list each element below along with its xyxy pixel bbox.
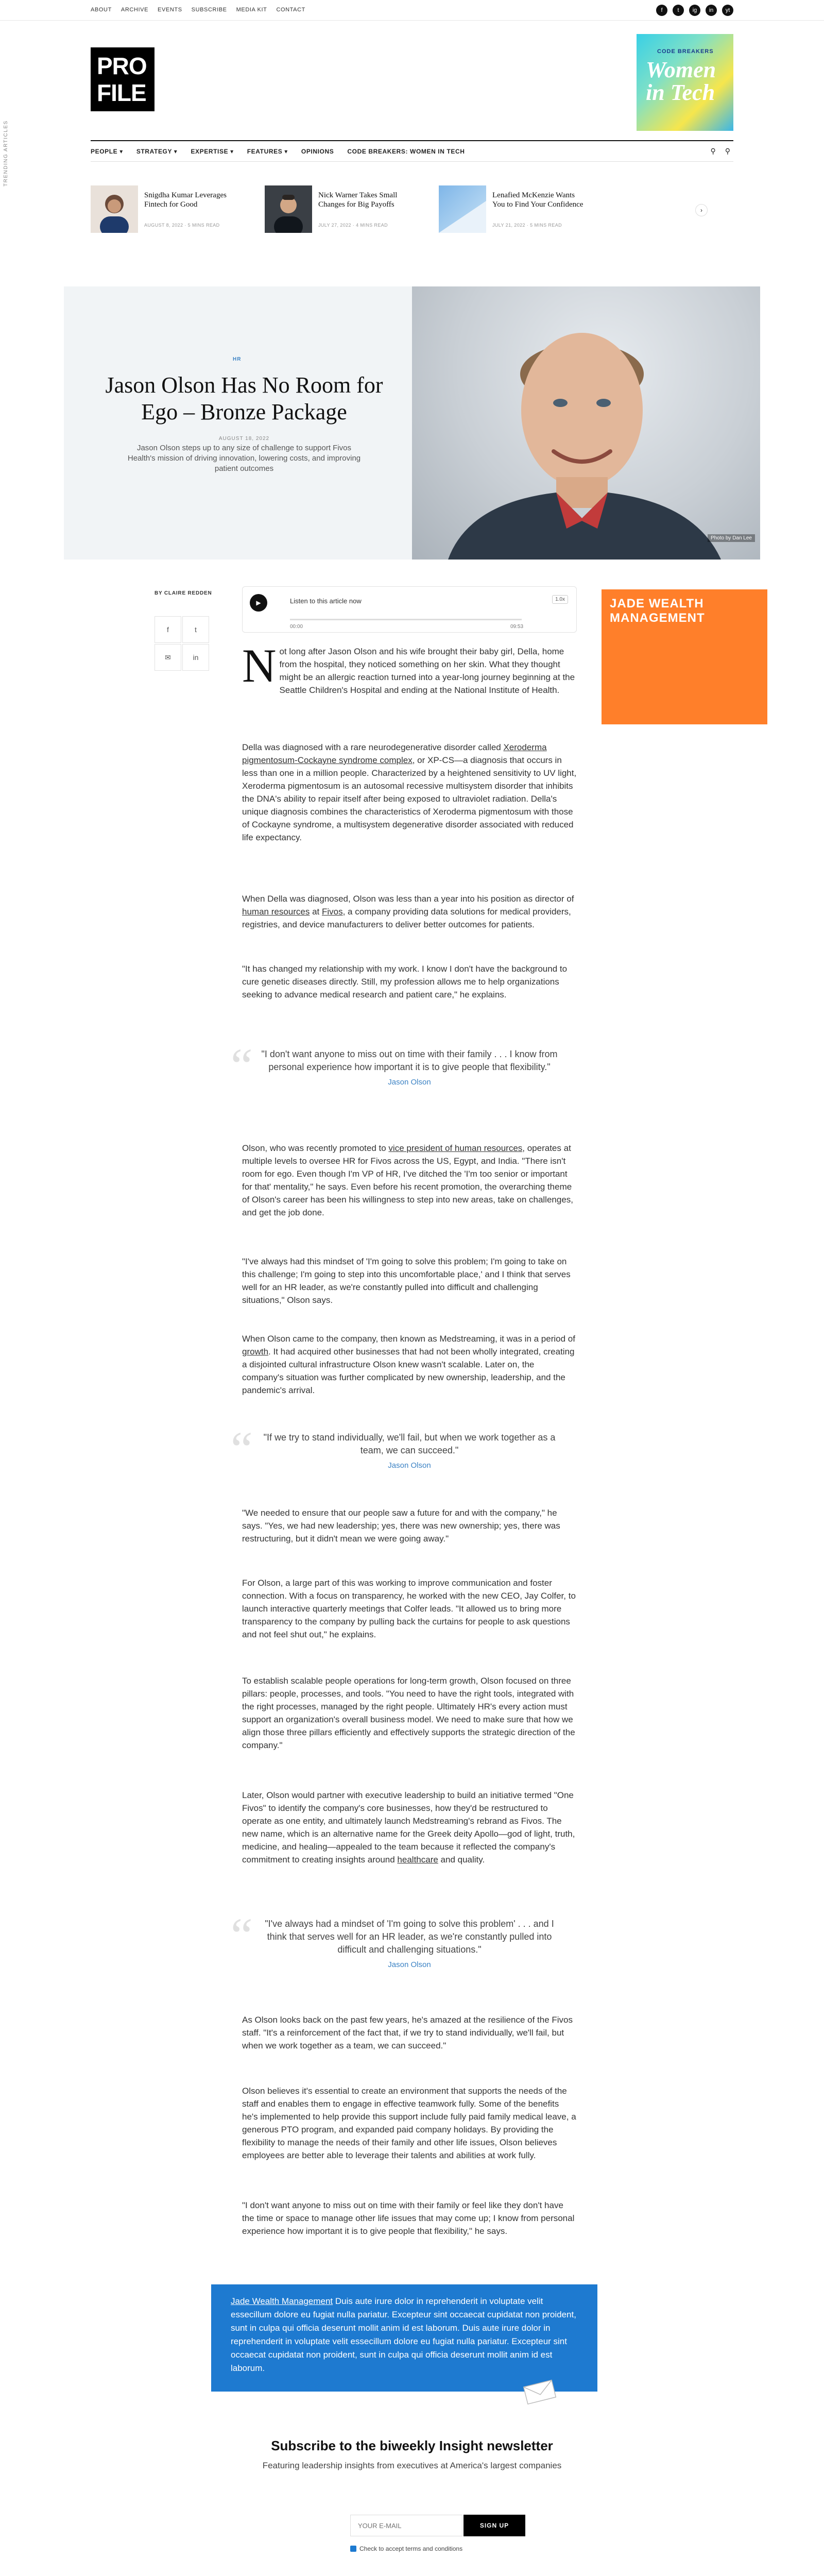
- header-ad[interactable]: [637, 34, 733, 131]
- nav-item-code-breakers[interactable]: CODE BREAKERS: WOMEN IN TECH: [347, 148, 465, 155]
- article-paragraph: [242, 639, 577, 697]
- drop-cap: N: [242, 639, 277, 692]
- trending-thumb: [265, 185, 312, 233]
- play-button[interactable]: [250, 594, 267, 612]
- article-paragraph: To establish scalable people operations for long-term growth, Olson focused on three pillars: people, processes, and tools. "You need to have the right tools, integrated with the right processes, managed by the right people. Ultimately HR's every action must support an organization's overall business model. We need to make sure that how we align those three pillars efficiently and effectively supports the strategic direction of the company.": [242, 1676, 575, 1750]
- trending-card[interactable]: [91, 185, 245, 237]
- email-icon: ✉: [165, 653, 171, 662]
- article-paragraph: [242, 1332, 577, 1397]
- audio-current-time: 00:00: [290, 624, 303, 630]
- audio-progress-bar[interactable]: [290, 619, 522, 620]
- pull-quote-author: Jason Olson: [388, 1078, 431, 1087]
- paragraph-text: at: [310, 907, 322, 917]
- sidebar-ad-line-1: JADE WEALTH: [610, 597, 704, 611]
- utility-link-events[interactable]: EVENTS: [158, 7, 182, 13]
- main-nav: [91, 140, 733, 162]
- pull-quote: [231, 1908, 577, 1969]
- terms-checkbox[interactable]: [350, 2545, 462, 2552]
- checkbox-checked-icon[interactable]: [350, 2546, 356, 2552]
- nav-item-features[interactable]: FEATURES ▾: [247, 148, 288, 155]
- instagram-icon[interactable]: ig: [689, 5, 700, 16]
- article-paragraph: [242, 1789, 577, 1866]
- article-paragraph: For Olson, a large part of this was working to improve communication and foster connection. With a focus on transparency, he worked with the new CEO, Jay Colfer, to launch interactive quarterly meetings that Colfer leads. "It allowed us to bring more transparency to the company by pulling back the curtains for people to ask questions and not feel shut out," he explains.: [242, 1578, 576, 1639]
- trending-next-button[interactable]: [695, 204, 708, 216]
- trending-card[interactable]: [265, 185, 419, 237]
- sponsored-box: [211, 2284, 597, 2392]
- share-facebook-button[interactable]: [154, 616, 181, 643]
- article-paragraph: "We needed to ensure that our people saw a future for and with the company," he says. "Yes, we had new leadership; yes, there was new ownership; yes, there was restructuring, but it didn't mean we were going away.": [242, 1508, 560, 1544]
- trending-meta: JULY 21, 2022 · 5 MINS READ: [492, 223, 562, 228]
- paragraph-text: Olson, who was recently promoted to: [242, 1143, 389, 1153]
- paragraph-text: Later, Olson would partner with executive leadership to build an initiative termed "One Fivos" to identify the company's core businesses, how they'd be restructured to operate as one entity, and ultimately launch Medstreaming's rebrand as Fivos. The new name, which is an alternative name for the Greek deity Apollo—god of light, truth, medicine, and healing—appealed to the team because it reflected the company's commitment to creating insights around: [242, 1790, 575, 1865]
- sidebar-ad[interactable]: [602, 589, 767, 724]
- newsletter-title: Subscribe to the biweekly Insight newsletter: [271, 2438, 553, 2453]
- trending-meta: JULY 27, 2022 · 4 MINS READ: [318, 223, 388, 228]
- newsletter-email-input[interactable]: [350, 2515, 462, 2536]
- paragraph-text: When Olson came to the company, then known as Medstreaming, it was in a period of: [242, 1334, 575, 1344]
- article-paragraph: "It has changed my relationship with my work. I know I don't have the background to cure genetic diseases directly. Still, my profession allows me to help organizations seeking to advance medical research and patient care," he explains.: [242, 964, 568, 999]
- article-paragraph-text: ot long after Jason Olson and his wife brought their baby girl, Della, home from the hospital, they noticed something on her skin. What they thought might be an allergic reaction turned into a year-long journey beginning at the Seattle Children's Hospital and ending at the National Institute of Health.: [279, 647, 575, 695]
- trending-title: Lenafied McKenzie Wants You to Find Your Confidence: [492, 191, 583, 209]
- terms-label: Check to accept terms and conditions: [359, 2545, 463, 2552]
- share-linkedin-button[interactable]: [182, 644, 209, 671]
- pull-quote-author: Jason Olson: [388, 1461, 431, 1470]
- paragraph-text: , operates at multiple levels to oversee HR for Fivos across the US, Egypt, and India. "There isn't room for ego. Even though I'm VP of HR, I've ditched the 'I'm too senior or important for that' mentality," he says. Even before his recent promotion, the overarching theme of Olson's career has been his willingness to step into new areas, take on challenges, and get the job done.: [242, 1143, 574, 1217]
- newsletter-subtitle: Featuring leadership insights from executives at America's largest companies: [262, 2461, 562, 2470]
- linkedin-icon: in: [193, 653, 199, 662]
- utility-link-contact[interactable]: CONTACT: [276, 7, 305, 13]
- utility-nav: [91, 7, 305, 13]
- inline-link[interactable]: healthcare: [397, 1855, 438, 1865]
- share-email-button[interactable]: [154, 644, 181, 671]
- logo-line-2: FILE: [97, 79, 146, 106]
- facebook-icon[interactable]: f: [656, 5, 667, 16]
- inline-link[interactable]: human resources: [242, 907, 310, 917]
- youtube-icon[interactable]: yt: [722, 5, 733, 16]
- location-icon[interactable]: ⚲: [710, 147, 716, 155]
- logo-line-1: PRO: [97, 53, 147, 79]
- hero-photo: [412, 286, 760, 560]
- pull-quote: [231, 1038, 577, 1093]
- chevron-right-icon: ›: [700, 207, 702, 214]
- article-category[interactable]: HR: [233, 357, 242, 362]
- article-dek: Jason Olson steps up to any size of challenge to support Fivos Health's mission of driving innovation, lowering costs, and improving patient outcomes: [127, 444, 361, 473]
- inline-link[interactable]: Fivos: [321, 907, 343, 917]
- header-ad-kicker: CODE BREAKERS: [657, 48, 714, 55]
- trending-thumb: [439, 185, 486, 233]
- article-paragraph: [242, 1142, 577, 1219]
- sidebar-ad-text: [610, 597, 705, 625]
- header-ad-headline: Women in Tech: [646, 57, 716, 105]
- paragraph-text: , a company providing data solutions for medical providers, registries, and device manufacturers to deliver better outcomes for patients.: [242, 907, 571, 929]
- article-paragraph: [242, 741, 577, 844]
- share-twitter-button[interactable]: [182, 616, 209, 643]
- nav-item-opinions[interactable]: OPINIONS: [301, 148, 334, 155]
- linkedin-icon[interactable]: in: [706, 5, 717, 16]
- nav-item-people[interactable]: PEOPLE ▾: [91, 148, 123, 155]
- article-paragraph: [242, 892, 577, 931]
- inline-link[interactable]: growth: [242, 1347, 269, 1357]
- utility-link-about[interactable]: ABOUT: [91, 7, 112, 13]
- quote-mark-icon: “: [231, 1908, 253, 1963]
- article-paragraph: Olson believes it's essential to create an environment that supports the needs of the staff and enables them to engage in effective teamwork fully. Some of the benefits he's implemented to help provide this support include fully paid family medical leave, a generous PTO program, and expanded paid company holidays. By providing the flexibility to manage the needs of their family and other life issues, Olson believes employees are better able to leverage their talents and abilities at work fully.: [242, 2086, 576, 2160]
- play-icon: ▶: [256, 599, 261, 606]
- trending-title: Snigdha Kumar Leverages Fintech for Good: [144, 191, 227, 209]
- pull-quote-text: "If we try to stand individually, we'll fail, but when we work together as a team, we can succeed.": [263, 1432, 556, 1455]
- paragraph-text: Della was diagnosed with a rare neurodegenerative disorder called: [242, 742, 504, 752]
- pull-quote-text: "I've always had a mindset of 'I'm going to solve this problem' . . . and I think that serves well for an HR leader, as we're constantly pulled into difficult and challenging situations.": [265, 1919, 554, 1955]
- newsletter-signup-button[interactable]: SIGN UP: [464, 2515, 525, 2536]
- audio-duration: 09:53: [510, 624, 524, 630]
- pull-quote-author: Jason Olson: [388, 1960, 431, 1969]
- pull-quote-text: "I don't want anyone to miss out on time with their family . . . I know from personal experience how important it is to give people that flexibility.": [261, 1049, 558, 1072]
- article-paragraph: "I don't want anyone to miss out on time with their family or feel like they don't have the time or space to manage other life issues that may come up; I know from personal experience how important it is to give people that flexibility," he says.: [242, 2200, 575, 2236]
- article-paragraph: "I've always had this mindset of 'I'm going to solve this problem; I'm going to take on this challenge; I'm going to step into this uncomfortable place,' and I think that serves well for an HR leader, as we're constantly pulled into difficult and challenging situations," Olson says.: [242, 1257, 571, 1305]
- facebook-icon: f: [167, 625, 169, 634]
- trending-meta: AUGUST 8, 2022 · 5 MINS READ: [144, 223, 220, 228]
- paragraph-text: and quality.: [438, 1855, 485, 1865]
- article-byline[interactable]: BY CLAIRE REDDEN: [154, 590, 212, 596]
- nav-item-strategy[interactable]: STRATEGY ▾: [136, 148, 178, 155]
- audio-player-label: Listen to this article now: [290, 597, 362, 605]
- twitter-icon[interactable]: t: [673, 5, 684, 16]
- paragraph-text: , or XP-CS—a diagnosis that occurs in less than one in a million people. Characterized by a heightened sensitivity to UV light, Xeroderma pigmentosum is an autosomal recessive multisystem disorder that inhibits the DNA's ability to repair itself after being exposed to ultraviolet radiation. Della's unique diagnosis combines the characteristics of Xeroderma pigmentosum with those of Cockayne syndrome, a multisystem degenerative disorder associated with reduced life expectancy.: [242, 755, 577, 842]
- article-hero: [64, 286, 760, 560]
- inline-link[interactable]: vice president of human resources: [388, 1143, 523, 1153]
- portrait-illustration: [412, 286, 760, 560]
- utility-link-media-kit[interactable]: MEDIA KIT: [236, 7, 267, 13]
- social-links: [656, 5, 733, 16]
- quote-mark-icon: “: [231, 1421, 253, 1477]
- sponsored-text: Duis aute irure dolor in reprehenderit in voluptate velit essecillum dolore eu fugiat nulla pariatur. Excepteur sint occaecat cupidatat non proident, sunt in culpa qui officia deserunt mollit anim id est laborum. Duis aute irure dolor in reprehenderit in voluptate velit essecillum dolore eu fugiat nulla pariatur. Excepteur sint occaecat cupidatat non proident, sunt in culpa qui officia deserunt mollit anim id est laborum.: [231, 2296, 576, 2373]
- sidebar-ad-line-2: MANAGEMENT: [610, 611, 705, 625]
- trending-card[interactable]: [439, 185, 593, 237]
- pull-quote: [231, 1421, 577, 1477]
- sponsored-link[interactable]: Jade Wealth Management: [231, 2296, 333, 2306]
- utility-bar: [0, 0, 824, 21]
- paragraph-text: When Della was diagnosed, Olson was less than a year into his position as director of: [242, 894, 574, 904]
- trending-title: Nick Warner Takes Small Changes for Big Payoffs: [318, 191, 398, 209]
- utility-link-subscribe[interactable]: SUBSCRIBE: [191, 7, 227, 13]
- article-title: Jason Olson Has No Room for Ego – Bronze Package: [105, 372, 383, 425]
- article-paragraph: As Olson looks back on the past few years, he's amazed at the resilience of the Fivos staff. "It's a reinforcement of the fact that, if we try to stand individually, we'll fail, but when we work together as a team, we can succeed.": [242, 2015, 573, 2050]
- nav-item-expertise[interactable]: EXPERTISE ▾: [191, 148, 234, 155]
- photo-credit: Photo by Dan Lee: [708, 534, 755, 542]
- article-date: AUGUST 18, 2022: [218, 436, 270, 442]
- paragraph-text: . It had acquired other businesses that had not been wholly integrated, creating a disjointed cultural infrastructure Olson knew wasn't scalable. Later on, the company's situation was further complicated by new ownership, leadership, and the pandemic's arrival.: [242, 1347, 575, 1395]
- twitter-icon: t: [195, 625, 197, 634]
- site-logo[interactable]: [91, 47, 154, 111]
- utility-link-archive[interactable]: ARCHIVE: [121, 7, 149, 13]
- quote-mark-icon: “: [231, 1038, 253, 1093]
- audio-player: [242, 586, 577, 633]
- search-icon[interactable]: ⚲: [725, 147, 730, 155]
- envelope-icon: [523, 2379, 556, 2405]
- inline-link[interactable]: Xeroderma pigmentosum-Cockayne syndrome complex: [242, 742, 547, 765]
- trending-thumb: [91, 185, 138, 233]
- audio-speed-button[interactable]: 1.0x: [552, 595, 568, 604]
- trending-label: TRENDING ARTICLES: [3, 120, 9, 187]
